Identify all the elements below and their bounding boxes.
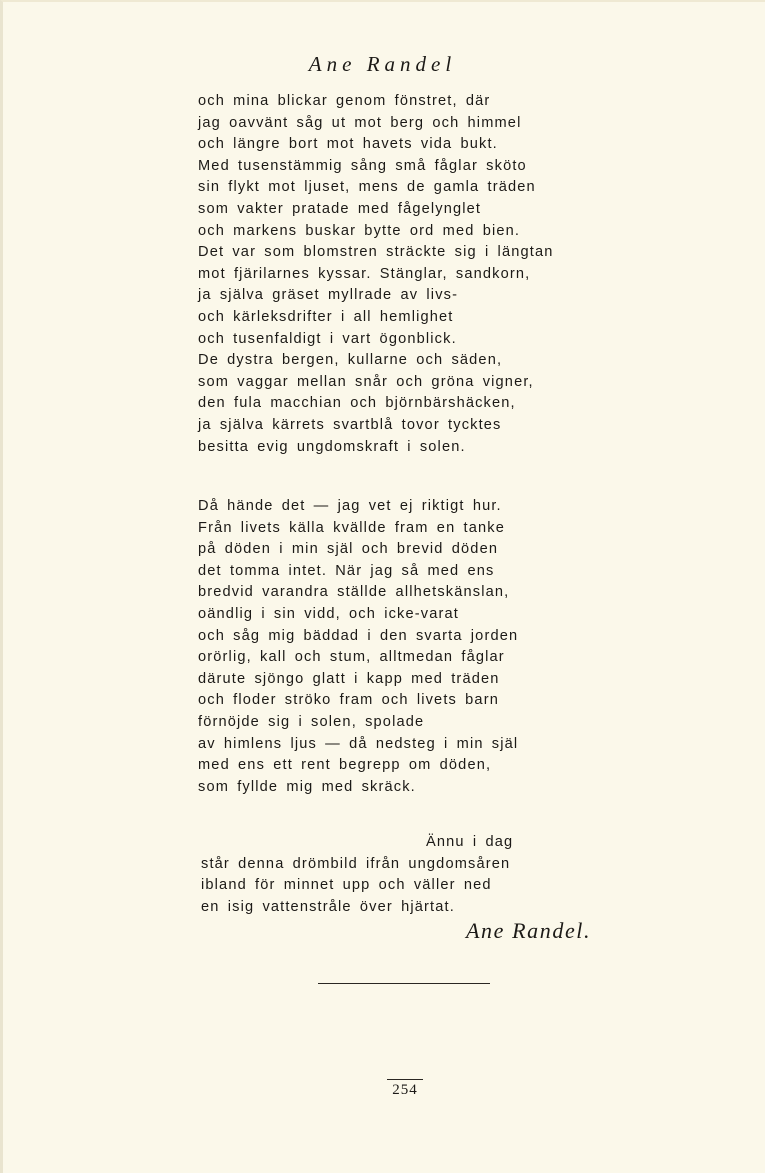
poem-line: ja själva gräset myllrade av livs- bbox=[198, 287, 459, 304]
poem-line: mot fjärilarnes kyssar. Stänglar, sandkorn, bbox=[198, 265, 531, 282]
poem-line: det tomma intet. När jag så med ens bbox=[198, 562, 495, 579]
poem-line: som vakter pratade med fågelynglet bbox=[198, 200, 482, 217]
poem-line: på döden i min själ och brevid döden bbox=[198, 541, 499, 558]
poem-line: och tusenfaldigt i vart ögonblick. bbox=[198, 330, 457, 347]
poem-line: orörlig, kall och stum, alltmedan fåglar bbox=[198, 649, 505, 666]
poem-line: jag oavvänt såg ut mot berg och himmel bbox=[198, 114, 522, 131]
poem-line: och markens buskar bytte ord med bien. bbox=[198, 222, 521, 239]
poem-line: och såg mig bäddad i den svarta jorden bbox=[198, 627, 519, 644]
stanza-3 bbox=[201, 832, 513, 918]
poem-line: Ännu i dag bbox=[426, 834, 514, 850]
poem-line: Med tusenstämmig sång små fåglar sköto bbox=[198, 157, 527, 174]
poem-line: och kärleksdrifter i all hemlighet bbox=[198, 308, 454, 325]
poem-line: De dystra bergen, kullarne och säden, bbox=[198, 352, 503, 369]
poem-line: som vaggar mellan snår och gröna vigner, bbox=[198, 373, 534, 390]
poem-line: besitta evig ungdomskraft i solen. bbox=[198, 438, 466, 455]
poem-line: Då hände det — jag vet ej riktigt hur. bbox=[198, 498, 502, 514]
author-signature: Ane Randel. bbox=[466, 918, 592, 943]
running-head: Ane Randel bbox=[308, 52, 457, 76]
poem-line: oändlig i sin vidd, och icke-varat bbox=[198, 605, 459, 622]
poem-line: och floder ströko fram och livets barn bbox=[198, 692, 499, 709]
page-number: 254 bbox=[392, 1082, 418, 1098]
poem-line: och längre bort mot havets vida bukt. bbox=[198, 136, 498, 153]
stanza-2 bbox=[198, 496, 518, 798]
poem-line: bredvid varandra ställde allhetskänslan, bbox=[198, 584, 510, 601]
poem-line: med ens ett rent begrepp om döden, bbox=[198, 757, 492, 774]
poem-line: den fula macchian och björnbärshäcken, bbox=[198, 395, 516, 412]
page-number-rule bbox=[387, 1079, 423, 1080]
poem-line: förnöjde sig i solen, spolade bbox=[198, 713, 425, 730]
poem-line: ja själva kärrets svartblå tovor tycktes bbox=[198, 416, 502, 433]
poem-line: och mina blickar genom fönstret, där bbox=[198, 93, 491, 109]
poem-line: en isig vattenstråle över hjärtat. bbox=[201, 898, 455, 915]
end-rule-divider bbox=[318, 983, 490, 984]
poem-line: därute sjöngo glatt i kapp med träden bbox=[198, 670, 500, 687]
poem-line: Det var som blomstren sträckte sig i längtan bbox=[198, 244, 554, 261]
poem-line: av himlens ljus — då nedsteg i min själ bbox=[198, 735, 519, 752]
poem-line: som fyllde mig med skräck. bbox=[198, 778, 416, 795]
poem-line: sin flykt mot ljuset, mens de gamla träden bbox=[198, 179, 536, 196]
poem-line: står denna drömbild ifrån ungdomsåren bbox=[201, 855, 511, 872]
poem-line: ibland för minnet upp och väller ned bbox=[201, 877, 492, 894]
poem-line: Från livets källa kvällde fram en tanke bbox=[198, 519, 505, 536]
stanza-1 bbox=[198, 91, 553, 458]
